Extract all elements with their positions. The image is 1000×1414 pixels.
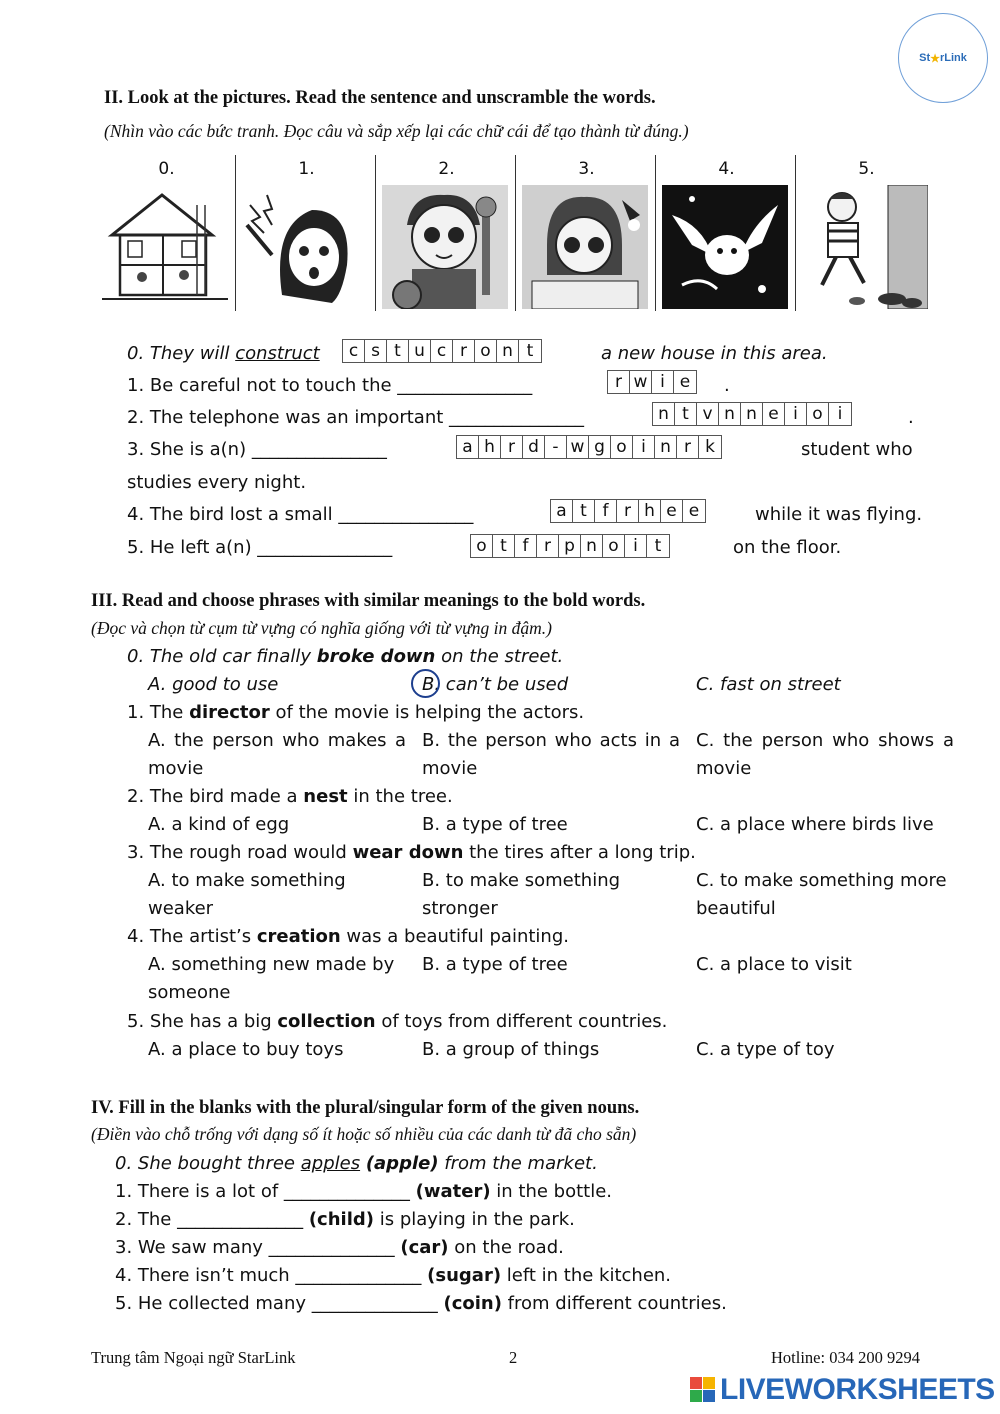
option-c[interactable]: C. to make something more beautiful xyxy=(696,870,947,919)
option-c[interactable]: C. a place where birds live xyxy=(696,814,934,835)
option-a[interactable]: A. a kind of egg xyxy=(148,814,290,835)
after-text-4: while it was flying. xyxy=(755,504,923,525)
section-2-subtitle: (Nhìn vào các bức tranh. Đọc câu và sắp xếp lại các chữ cái để tạo thành từ đúng.) xyxy=(104,121,689,141)
letter-tiles-5[interactable]: o t f r p n o i t xyxy=(470,534,670,558)
picture-cell-1 xyxy=(236,155,377,311)
letter-tiles-4[interactable]: a t f r h e e xyxy=(550,499,706,523)
after-text-3: student who xyxy=(801,439,913,460)
picture-cell-4 xyxy=(656,155,797,311)
fill-blank-4[interactable]: 4. There isn’t much ______________ (sugar) left in the kitchen. xyxy=(115,1265,672,1286)
question-4: 4. The artist’s creation was a beautiful painting. xyxy=(127,926,569,947)
picture-cell-0 xyxy=(96,155,237,311)
old-telephone-invention-picture xyxy=(382,185,508,309)
option-c[interactable]: C. fast on street xyxy=(696,674,841,695)
picture-number: 2. xyxy=(438,159,455,179)
picture-strip xyxy=(96,155,928,311)
unscramble-line-3-cont: studies every night. xyxy=(127,472,307,493)
page-number: 2 xyxy=(509,1348,518,1367)
fill-blank-1[interactable]: 1. There is a lot of ______________ (water) in the bottle. xyxy=(115,1181,613,1202)
question-1: 1. The director of the movie is helping the actors. xyxy=(127,702,585,723)
after-text-2: . xyxy=(908,407,914,428)
unscramble-line-3: 3. She is a(n) _______________ xyxy=(127,439,387,460)
liveworksheets-brand[interactable] xyxy=(690,1374,995,1406)
footprint-picture xyxy=(802,185,928,309)
house-construction-picture xyxy=(102,185,228,309)
picture-number: 3. xyxy=(578,159,595,179)
question-2: 2. The bird made a nest in the tree. xyxy=(127,786,453,807)
picture-number: 5. xyxy=(858,159,875,179)
fill-blank-2[interactable]: 2. The ______________ (child) is playing in the park. xyxy=(115,1209,575,1230)
letter-tiles-1[interactable]: r w i e xyxy=(607,370,697,394)
footer-hotline: Hotline: 034 200 9294 xyxy=(771,1348,920,1367)
section-3-subtitle: (Đọc và chọn từ cụm từ vựng có nghĩa giống với từ vựng in đậm.) xyxy=(91,618,552,638)
fill-blank-example: 0. She bought three apples (apple) from the market. xyxy=(115,1153,598,1174)
letter-tiles-0[interactable]: c s t u c r o n t xyxy=(342,339,542,363)
picture-cell-5 xyxy=(796,155,937,311)
electric-wire-shock-picture xyxy=(242,185,368,309)
letter-tiles-2[interactable]: n t v n n e i o i xyxy=(652,402,852,426)
option-a[interactable]: A. to make something weaker xyxy=(148,870,346,919)
picture-number: 1. xyxy=(298,159,315,179)
option-c[interactable]: C. a place to visit xyxy=(696,954,852,975)
selected-answer-circle xyxy=(411,669,440,698)
after-text-0: a new house in this area. xyxy=(601,343,828,364)
picture-cell-2 xyxy=(376,155,517,311)
unscramble-line-0: 0. They will construct xyxy=(127,343,320,364)
after-text-1: . xyxy=(724,375,730,396)
option-b[interactable]: B. the person who acts in a movie xyxy=(422,730,680,779)
option-a[interactable]: A. the person who makes a movie xyxy=(148,730,406,779)
hardworking-student-picture xyxy=(522,185,648,309)
option-a[interactable]: A. good to use xyxy=(148,674,279,695)
option-b[interactable]: B. a group of things xyxy=(422,1039,600,1060)
answer-example: construct xyxy=(235,343,320,364)
option-b[interactable]: B. a type of tree xyxy=(422,814,568,835)
after-text-5: on the floor. xyxy=(733,537,842,558)
section-2-title: II. Look at the pictures. Read the sentence and unscramble the words. xyxy=(104,88,656,108)
picture-number: 0. xyxy=(158,159,175,179)
option-a[interactable]: A. a place to buy toys xyxy=(148,1039,344,1060)
section-3-title: III. Read and choose phrases with similar meanings to the bold words. xyxy=(91,591,646,611)
liveworksheets-text: LIVEWORKSHEETS xyxy=(720,1373,995,1406)
fill-blank-3[interactable]: 3. We saw many ______________ (car) on the road. xyxy=(115,1237,564,1258)
letter-tiles-3[interactable]: a h r d - w g o i n r k xyxy=(456,435,722,459)
unscramble-line-2: 2. The telephone was an important _______________ xyxy=(127,407,585,428)
picture-number: 4. xyxy=(718,159,735,179)
liveworksheets-logo-icon xyxy=(690,1377,716,1403)
unscramble-line-5: 5. He left a(n) _______________ xyxy=(127,537,393,558)
starlink-logo: St ★ rLink xyxy=(898,13,988,103)
unscramble-line-1: 1. Be careful not to touch the _______________ xyxy=(127,375,533,396)
option-c[interactable]: C. a type of toy xyxy=(696,1039,835,1060)
question-0: 0. The old car finally broke down on the street. xyxy=(127,646,564,667)
fill-blank-5[interactable]: 5. He collected many ______________ (coin) from different countries. xyxy=(115,1293,727,1314)
option-b[interactable]: B. to make something stronger xyxy=(422,870,621,919)
option-b[interactable]: B. can’t be used xyxy=(422,674,569,695)
question-3: 3. The rough road would wear down the tires after a long trip. xyxy=(127,842,696,863)
question-5: 5. She has a big collection of toys from different countries. xyxy=(127,1011,668,1032)
bird-feather-picture xyxy=(662,185,788,309)
picture-cell-3 xyxy=(516,155,657,311)
section-4-title: IV. Fill in the blanks with the plural/singular form of the given nouns. xyxy=(91,1098,640,1118)
option-b[interactable]: B. a type of tree xyxy=(422,954,568,975)
section-4-subtitle: (Điền vào chỗ trống với dạng số ít hoặc số nhiều của các danh từ đã cho sẵn) xyxy=(91,1124,637,1144)
option-a[interactable]: A. something new made by someone xyxy=(148,954,395,1003)
option-c[interactable]: C. the person who shows a movie xyxy=(696,730,954,779)
unscramble-line-4: 4. The bird lost a small _______________ xyxy=(127,504,474,525)
footer-center-name: Trung tâm Ngoại ngữ StarLink xyxy=(91,1348,296,1367)
